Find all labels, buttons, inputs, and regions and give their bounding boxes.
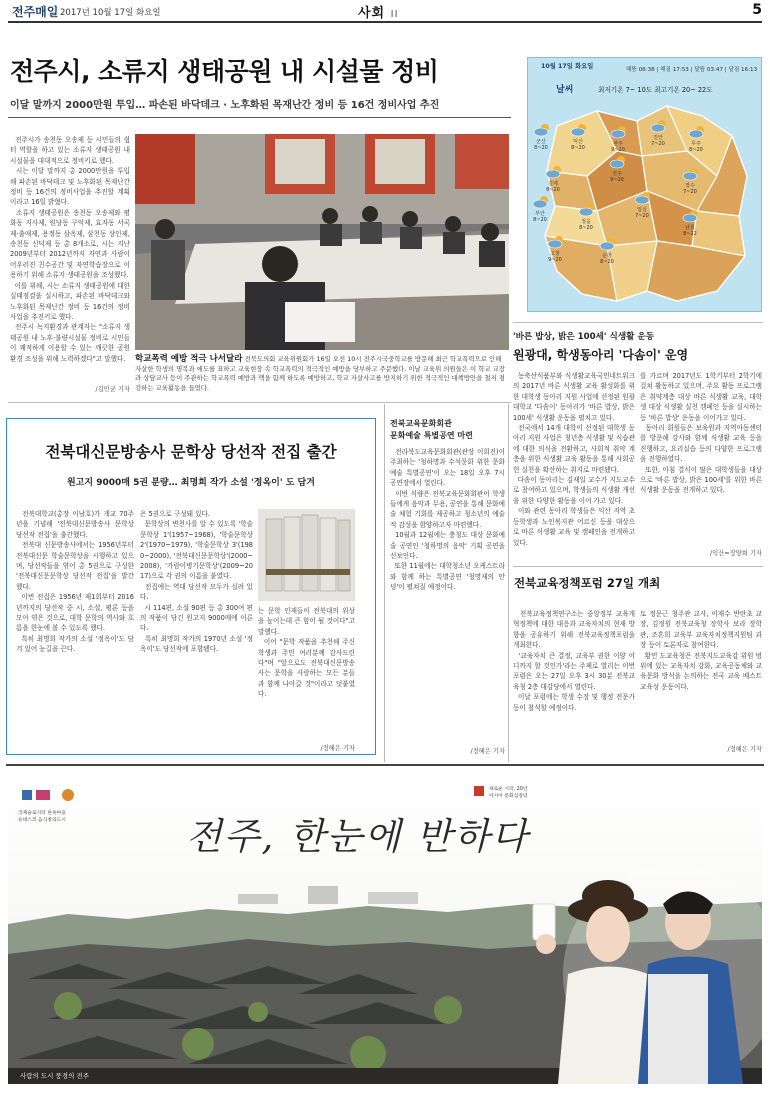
section-suffix: II xyxy=(390,9,399,20)
weather-city-temp: 9~20 xyxy=(610,177,624,183)
literature-body-col1: 전북대학교(총장 이남호)가 개교 70주년을 기념해 '전북대신문방송사 문학상 당선작 전집'을 출간했다. 전북대 신문방송사에서는 1956년부터 전북대신문 학술문학상을 시행하고 있으며, 당선작들을 엮어 총 5권으로 구성한 '전북대신문문학상 당선작 전집'을 발간했다. 이번 전집은 1956년 제1회부터 2016년까지의 당선작 중 시, 소설, 평론 등을 모아 엮은 것으로, 대학 문학의 역사와 흐름을 한눈에 볼 수 있도록 했다. 특히 최명희 작가의 소설 '정옥이'도 담겨 있어 눈길을 끈다. xyxy=(16,510,134,654)
campaign-body-col1: 농축산식품부와 식생활교육국민네트워크의 2017년 바른 식생활 교육 활성화를 위한 대학생 동아리 지원 사업에 선정된 원광대학교 '다솜이' 동아리가 '바른 밥상, 밝은 100세' 식생활 운동을 펼치고 있다. 전국에서 14개 대학이 선정된 대학생 동아리 지원 사업은 청년층 식생활 및 식습관에 대한 의식을 전환하고, 사회적 취약 계층을 위한 식생활 교육 활동을 통해 사회공헌 실천을 확산하는 취지로 마련됐다. 다솜이 동아리는 김재일 교수가 지도교수로 참여하고 있으며, 학생들의 식생활 개선을 위한 다양한 활동을 이어 가고 있다. 이와 관련 동아리 학생들은 익산 지역 초등학생과 노인복지관 어르신 등을 대상으로 바른 식생활 교육 및 캠페인을 전개하고 있다. xyxy=(513,372,635,547)
weather-city-name: 정읍 xyxy=(581,219,591,225)
ad-sponsor-lines xyxy=(489,786,528,800)
weather-city-name: 익산 xyxy=(573,139,583,145)
page-number: 5 xyxy=(752,2,762,18)
campaign-byline: /익산=장양희 기자 xyxy=(710,550,762,557)
campaign-body-col2: 를 가르며 2017년도 1학기부터 2학기에 걸쳐 활동하고 있으며, 주요 활동 프로그램은 취약계층 대상 바른 식생활 교육, 대학생 대상 식생활 실천 캠페인 등을 실시하는 등 '바른 밥상' 운동을 이어가고 있다. 동아리 회원들은 보육원과 지역아동센터를 방문해 강사와 함께 식생활 교육 등을 진행하고, 요리실습 등의 다양한 프로그램을 진행하였다. 또한, 아침 결식이 많은 대학생들을 대상으로 '바른 밥상, 밝은 100세'를 위한 바른 식생활 운동을 전개하고 있다. xyxy=(640,372,762,495)
weather-city-name: 완주 xyxy=(613,141,623,147)
weather-city-name: 장수 xyxy=(685,183,695,189)
weather-city-13 xyxy=(540,250,570,263)
ad-org-line2: 유네스코 음식창의도시 xyxy=(18,818,66,823)
headline-rule xyxy=(8,117,511,118)
paper-name: 전주매일 xyxy=(12,5,59,19)
weather-city-6 xyxy=(538,180,568,193)
literature-body-col3: 는 문학 인재들이 전북대의 위상을 높이는데 큰 힘이 될 것이다"고 말했다. 이어 "문학 작품을 추천해 주신 학생과 주민 여러분께 감사드린다"며 "앞으로도 전북대신문방송사는 문학을 사랑하는 모든 분들과 함께 나아갈 것"이라고 덧붙였다. xyxy=(258,607,355,699)
weather-city-temp: 8~20 xyxy=(600,259,614,265)
weather-city-name: 순창 xyxy=(602,253,612,259)
ad-photo-caption: 사람의 도시 풍경의 전주 xyxy=(20,1072,89,1080)
ad-sponsor-line1: 새로운 시작, 20년 xyxy=(489,787,528,792)
campaign-headline: 원광대, 학생동아리 '다솜이' 운영 xyxy=(513,348,689,362)
weather-sun-moon: 해뜸 06:38 | 해짐 17:53 | 달뜸 03:47 | 달짐 16:13 xyxy=(626,67,758,73)
arts-byline: /정혜은 기자 xyxy=(470,748,505,755)
forum-headline: 전북교육정책포럼 27일 개최 xyxy=(514,576,661,590)
weather-city-14 xyxy=(592,252,622,265)
ad-slogan: 전주, 한눈에 반하다 xyxy=(186,815,530,858)
weather-city-name: 임실 xyxy=(637,207,647,213)
weather-city-12 xyxy=(675,224,705,237)
main-subhead: 이달 말까지 2000만원 투입… 파손된 바닥데크 · 노후화된 목재난간 정비 등 16건 정비사업 추진 xyxy=(10,100,440,111)
issue-date: 2017년 10월 17일 화요일 xyxy=(60,8,161,18)
campaign-kicker: '바른 밥상, 밝은 100세' 식생활 운동 xyxy=(513,332,655,342)
weather-city-3 xyxy=(603,140,633,153)
weather-temps: 최저기온 7~ 10도 최고기온 20~ 22도 xyxy=(598,86,713,94)
weather-region: 날씨 xyxy=(556,85,574,95)
meeting-photo xyxy=(135,134,509,350)
ad-org-lines xyxy=(18,810,66,824)
weather-date: 10월 17일 화요일 xyxy=(541,63,594,70)
weather-city-temp: 9~20 xyxy=(611,147,625,153)
weather-city-temp: 7~20 xyxy=(683,189,697,195)
weather-city-temp: 8~20 xyxy=(571,145,585,151)
weather-city-temp: 8~22 xyxy=(683,231,697,237)
literature-subhead: 원고지 9000매 5권 분량… 최명희 작가 소설 '정옥이' 도 담겨 xyxy=(67,478,315,488)
forum-body-col1: 전북교육정책연구소는 중앙정부 교육개혁정책에 대한 대응과 교육자치의 현재 방향을 공유하기 위해 전북교육정책포럼을 개최한다. '교육자치 큰 결정, 교육부 권한 이양 어디까지 할 것인가'라는 주제로 열리는 이번 포럼은 오는 27일 오후 3시 30분 전북교육청 2층 대강당에서 열린다. 이날 포럼에는 학생 수장 및 행정 전문가 등이 참석할 예정이다. xyxy=(513,610,635,712)
photo-caption-title: 학교폭력 예방 적극 나서달라 xyxy=(135,354,243,364)
weather-city-name: 무주 xyxy=(691,141,701,147)
section-name xyxy=(358,2,399,21)
forum-rule xyxy=(513,566,763,567)
weather-city-name: 남원 xyxy=(685,225,695,231)
weather-city-temp: 8~20 xyxy=(533,217,547,223)
weather-city-7 xyxy=(602,170,632,183)
books-photo xyxy=(258,509,355,601)
section-label: 사회 xyxy=(358,6,386,21)
literature-body-col2: 은 5권으로 구성돼 있다. 문학상의 변천사를 알 수 있도록 '학술문학상 1'(1957~1968), '학술문학상 2'(1970~1979), '학술문학상 3'(1980~2000), '전북대신문문학상'(2000~2008), '가람이병기문학상'(2009~2017)으로 각 권의 이름을 붙였다. 전집에는 역대 당선작 모두가 실려 있다. 시 114편, 소설 90편 등 총 300여 편의 작품이 담긴 원고지 9000매에 이른다. 특히 최명희 작가의 1970년 소설 '정옥이'도 당선작에 포함됐다. xyxy=(140,510,253,654)
photo-caption-text: 전북도의회 교육위원회가 16일 오전 10시 전주시국중학교를 방문해 최근 학교폭력으로 인해 자살한 학생의 명복과 애도를 표하고 교육현장 속 학교폭력의 적극적인 예방을 당부하고 주문했다. 이날 교육위 의원들은 이 학교 교장과 상담교사 등이 주관하는 학교폭력 예방과 맥을 함께 하도록 예방하고, 학교 자살사고를 방지하기 위한 적극적인 대책방안을 철저 점검하는 교육활동을 들었다. xyxy=(135,355,505,392)
weather-map xyxy=(527,96,762,308)
main-headline: 전주시, 소류지 생태공원 내 시설물 정비 xyxy=(10,57,439,86)
weather-city-9 xyxy=(525,210,555,223)
weather-city-name: 부안 xyxy=(535,211,545,217)
main-article-body: 전주시가 송천동 오송제 등 시민들의 쉼터 역할을 하고 있는 소류지 생태공원 내 시설물을 대대적으로 정비키로 했다. 시는 이달 말까지 총 2000만원을 투입해 파손된 바닥데크 및 노후화된 목재난간 정비 등 16건의 정비사업을 추진할 계획이라고 16일 밝혔다. 소류지 생태공원은 송천동 오송제와 평화동 지사제, 원당동 구억제, 효자동 서곡제·출애제, 용정동 삼옥제, 삼천동 상인제, 송천동 신덕제 등 총 8개소로, 시는 지난 2009년부터 2012년까지 자연과 사람이 어우러진 친수공간 및 자연학습장으로 이용하기 위해 소류지 생태공원을 조성했다. 이를 위해, 시는 소류지 생태공원에 대한 실태점검을 실시하고, 파손된 바닥데크와 노후화된 목재난간 정비 등 16건의 정비사업을 추진키로 했다. 전주시 녹지환경과 관계자는 "소류지 생태공원 내 노후·불량시설물 정비로 시민들이 쾌적하게 이용할 수 있는 깨끗한 공원환경 조성을 위해 노력하겠다"고 말했다. xyxy=(10,136,130,363)
forum-body-col2: 토 정문근 청주관 교사, 이재수 반란초 교장, 김정원 전북교육청 장학사 보라 장학관, 조흔희 교육부 교육자치정책지원팀 과장 등이 토론자로 참여한다. 황민 도교육청은 전북지도교육감 위원 범위에 있는 교육자치 강화, 교육공동체와 교육문화 방식을 논의하는 전국 교육 베스트교육성 운동이다. xyxy=(640,610,762,691)
weather-city-temp: 7~20 xyxy=(651,141,665,147)
weather-city-name: 군산 xyxy=(536,139,546,145)
arts-headline: 문화예술 특별공연 마련 xyxy=(390,431,473,440)
weather-city-4 xyxy=(643,134,673,147)
arts-body: 전라북도교육문화회관(관장 이희진)이 주최하는 '청하명과 수석문화 위한 문화예술 특별공연'이 오는 18일 오후 7시 공연장에서 열린다. 이번 식량은 전북교육문화회관이 학생들에게 음악과 무용, 공연을 통해 문화예술 체험 기회를 제공하고 청소년의 예술적 감성을 함양하고자 마련했다. 10월과 12월에는 충청도 대상 문화예술 공연인 '청하명의 음악' 기획 공연을 선보인다. 또한 11월에는 대학청소년 오케스트라와 함께 하는 특별공연 '청명재의 안녕'이 펼쳐질 예정이다. xyxy=(390,448,505,592)
weather-city-name: 김제 xyxy=(548,181,558,187)
literature-headline: 전북대신문방송사 문학상 당선작 전집 출간 xyxy=(45,443,337,461)
forum-byline: /정혜은 기자 xyxy=(727,746,762,753)
weather-city-temp: 8~20 xyxy=(534,145,548,151)
weather-city-temp: 7~20 xyxy=(635,213,649,219)
weather-city-2 xyxy=(563,138,593,151)
weather-city-1 xyxy=(526,138,556,151)
ad-top-rule xyxy=(6,764,764,766)
weather-city-name: 진안 xyxy=(653,135,663,141)
weather-city-temp: 9~20 xyxy=(548,257,562,263)
weather-city-11 xyxy=(627,206,657,219)
column-divider xyxy=(384,404,385,762)
weather-city-10 xyxy=(571,218,601,231)
books-photo-illustration xyxy=(258,509,355,601)
ad-org-line1: 국제슬로시티 한옥마을 xyxy=(18,811,66,816)
cloud-sun-icon xyxy=(534,124,549,136)
cloud-sun-icon xyxy=(533,196,548,208)
weather-city-name: 전주 xyxy=(612,171,622,177)
mid-rule xyxy=(8,402,511,403)
masthead-rule xyxy=(8,21,762,23)
meeting-photo-caption xyxy=(135,355,509,393)
ad-sponsor-line2: 아시아 문화심장터 xyxy=(489,794,528,799)
weather-city-temp: 8~20 xyxy=(689,147,703,153)
weather-city-8 xyxy=(675,182,705,195)
main-article-byline: /김민균 기자 xyxy=(95,386,130,393)
weather-city-temp: 8~20 xyxy=(579,225,593,231)
literature-byline: /정혜은 기자 xyxy=(320,745,355,752)
arts-kicker: 전북교육문화회관 xyxy=(390,419,452,428)
weather-city-temp: 8~20 xyxy=(546,187,560,193)
weather-city-5 xyxy=(681,140,711,153)
meeting-photo-illustration xyxy=(135,134,509,350)
campaign-rule xyxy=(513,322,763,323)
column-divider-2 xyxy=(508,404,509,762)
weather-city-name: 고창 xyxy=(550,251,560,257)
